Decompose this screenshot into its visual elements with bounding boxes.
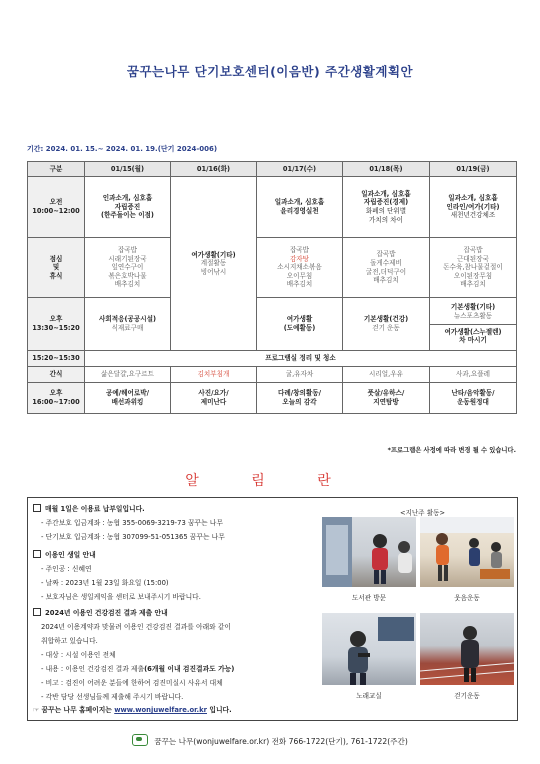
- notice-homepage: ☞ 꿈꾸는 나무 홈페이지는 www.wonjuwelfare.or.kr 입니다.: [33, 706, 232, 714]
- header-thu: 01/18(목): [343, 162, 430, 177]
- notice-birthday: 이용인 생일 안내 - 주인공 : 신혜연 - 날짜 : 2023년 1월 23일 화요일 (15:00) - 보호자님은 생일케익을 센터로 보내주시기 바랍니다.: [33, 548, 201, 604]
- cell-mon-am: 인과소개, 심호흡 자립증진 (한주돌이는 이점): [85, 177, 171, 238]
- table-row-cleanup: [28, 351, 517, 367]
- cell-tue-late: 사진/요가/ 제미난다: [171, 383, 257, 414]
- cell-tue-day: 여가생활(기타) 계절활동 빙어낚시: [171, 177, 257, 351]
- photo-singing-class: [322, 613, 416, 685]
- table-row-afternoon: [28, 298, 517, 351]
- cell-fri-late: 난타/음악활동/ 운동원정대: [430, 383, 517, 414]
- cell-mon-snack: 삶은달걀,요구르트: [85, 367, 171, 383]
- photo-walking-exercise: [420, 613, 514, 685]
- singing-class-image: [322, 613, 416, 685]
- checkbox-icon: [33, 504, 41, 512]
- row-label-morning: 오전 10:00~12:00: [28, 177, 85, 238]
- checkbox-icon: [33, 608, 41, 616]
- homepage-link[interactable]: www.wonjuwelfare.or.kr: [114, 706, 207, 714]
- cell-wed-late: 다례/창의활동/ 오늘의 감각: [257, 383, 343, 414]
- schedule-period: 기간: 2024. 01. 15.~ 2024. 01. 19.(단기 2024-006): [27, 145, 218, 153]
- cell-mon-pm: 사회적응(공공시설) 식재료구매: [85, 298, 171, 351]
- cell-tue-snack: 김치부침개: [171, 367, 257, 383]
- header-wed: 01/17(수): [257, 162, 343, 177]
- laughter-exercise-image: [420, 517, 514, 587]
- notice-health-checkup: 2024년 이용인 건강검진 결과 제출 안내 2024년 이용계약과 맞물려 이용인 건강검진 결과를 아래와 같이 취합하고 있습니다. - 대상 : 시설 이용인 전체 - 내용 : 이용인 건강검진 결과 제출(6개월 이내 검진결과도 가능) - 비고 : 검진이 어려운 분들에 한하여 검진미실시 사유서 대체 - 각반 담당 선생님들께 제출해 주시기 바랍니다.: [33, 606, 234, 704]
- header-mon: 01/15(월): [85, 162, 171, 177]
- walking-exercise-image: [420, 613, 514, 685]
- cell-wed-lunch: 잡곡밥 감자탕 소시지채소볶음 오이무침 배추김치: [257, 238, 343, 298]
- header-category: 구분: [28, 162, 85, 177]
- checkbox-icon: [33, 550, 41, 558]
- header-tue: 01/16(화): [171, 162, 257, 177]
- table-note: *프로그램은 사정에 따라 변경 될 수 있습니다.: [387, 447, 516, 454]
- center-logo-icon: [132, 734, 148, 746]
- photo-caption-singing: 노래교실: [356, 692, 382, 700]
- cell-wed-pm: 여가생활 (도예활동): [257, 298, 343, 351]
- library-visit-image: [322, 517, 416, 587]
- cell-fri-lunch: 잡곡밥 근대된장국 돈수육,참나물겉절이 오이된장무침 배추김치: [430, 238, 517, 298]
- table-row-late-afternoon: [28, 383, 517, 414]
- cell-fri-snack: 사과,요플레: [430, 367, 517, 383]
- cell-mon-lunch: 잡곡밥 시래기된장국 잎연수구이 볶은호박나물 배추김치: [85, 238, 171, 298]
- photo-laughter-exercise: [420, 517, 514, 587]
- photo-caption-walking: 걷기운동: [454, 692, 480, 700]
- row-label-snack: 간식: [28, 367, 85, 383]
- table-row-snack: [28, 367, 517, 383]
- row-label-cleanup: 15:20~15:30: [28, 351, 85, 367]
- cell-cleanup: 프로그램실 정리 및 청소: [85, 351, 517, 367]
- weekly-schedule-table: [27, 161, 517, 414]
- row-label-late-afternoon: 오후 16:00~17:00: [28, 383, 85, 414]
- photo-caption-laughter: 웃음운동: [454, 594, 480, 602]
- header-fri: 01/19(금): [430, 162, 517, 177]
- cell-thu-snack: 시리얼,우유: [343, 367, 430, 383]
- row-label-lunch: 점심 및 휴식: [28, 238, 85, 298]
- photo-caption-library: 도서관 방문: [352, 594, 386, 602]
- cell-wed-snack: 귤,유자차: [257, 367, 343, 383]
- photo-library-visit: [322, 517, 416, 587]
- cell-thu-late: 풋살/유하스/ 지연탐방: [343, 383, 430, 414]
- notice-board-title: 알 림 란: [185, 473, 355, 489]
- notice-fee: 매월 1일은 이용료 납부일입니다. - 주간보호 입금계좌 : 농협 355-0069-3219-73 꿈꾸는 나무 - 단기보호 입금계좌 : 농협 307099-51-051365 꿈꾸는 나무: [33, 502, 225, 544]
- row-label-afternoon: 오후 13:30~15:20: [28, 298, 85, 351]
- cell-wed-am: 일과소개, 심호흡 윤리경영실천: [257, 177, 343, 238]
- table-row-morning: [28, 177, 517, 238]
- table-header-row: [28, 162, 517, 177]
- table-row-lunch: [28, 238, 517, 298]
- cell-thu-am: 일과소개, 심호흡 자립증진(경제) 화폐의 단위별 가치의 차이: [343, 177, 430, 238]
- page-title: 꿈꾸는나무 단기보호센터(이음반) 주간생활계획안: [126, 64, 414, 79]
- cell-thu-pm: 기본생활(건강) 걷기 운동: [343, 298, 430, 351]
- cell-mon-late: 공예/헤어로박/ 배선과위킹: [85, 383, 171, 414]
- cell-thu-lunch: 잡곡밥 돌게수제비 굴전,더덕구이 배추김치: [343, 238, 430, 298]
- footer-contact: 꿈꾸는 나무(wonjuwelfare.or.kr) 전화 766-1722(단기), 761-1722(주간): [154, 737, 408, 746]
- cell-fri-pm: 기본생활(기타) 뉴스포츠활동 여가생활(스누젤렌) 차 마시기: [430, 298, 517, 351]
- photos-caption: <지난주 활동>: [400, 509, 445, 517]
- cell-fri-am: 일과소개, 심호흡 인라인/여가(기타) 새천년건강체조: [430, 177, 517, 238]
- footer: [0, 734, 540, 747]
